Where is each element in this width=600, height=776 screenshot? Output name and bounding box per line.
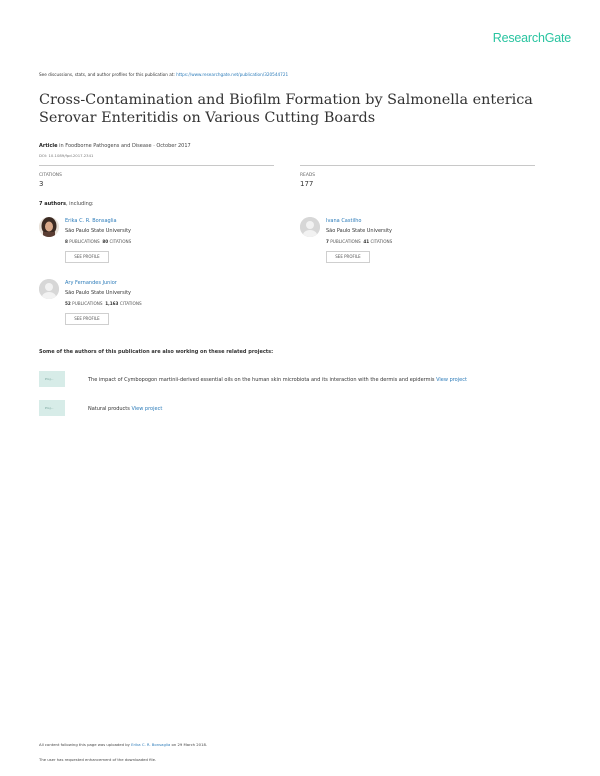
author-counts [326,239,392,244]
publications-label: PUBLICATIONS [330,239,361,244]
journal-link[interactable]: Foodborne Pathogens and Disease · October 2017 [65,143,191,149]
enhancement-note: The user has requested enhancement of the downloaded file. [39,757,157,762]
uploader-link[interactable]: Erika C. R. Bonsaglia [131,742,171,747]
project-thumbnail[interactable] [39,400,65,416]
author-institution: São Paulo State University [326,228,392,234]
citations-label: CITATIONS [370,239,393,244]
project-thumb-label: Proj... [45,406,54,410]
see-profile-button[interactable]: SEE PROFILE [65,313,109,325]
author-counts [65,239,131,244]
doi-text: DOI: 10.1089/fpd.2017.2341 [39,153,94,158]
default-avatar-icon [39,279,59,299]
author-name-link[interactable]: Ary Fernandes Junior [65,280,117,286]
author-institution: São Paulo State University [65,290,131,296]
project-item [39,400,559,418]
default-avatar-icon [300,217,320,237]
project-text [88,406,162,412]
publications-label: PUBLICATIONS [72,301,103,306]
project-title: The impact of Cymbopogon martinii-derived essential oils on the human skin microbiota and its interaction with the dermis and epidermis [88,377,435,383]
citations-value: 3 [39,180,44,188]
project-thumb-label: Proj... [45,377,54,381]
upload-note [39,742,207,747]
avatar[interactable] [300,217,320,237]
publications-count: 7 [326,239,329,244]
author-name-link[interactable]: Ivana Castilho [326,218,362,224]
citations-count: 1,163 [105,301,119,306]
avatar[interactable] [39,217,59,237]
meta-in: in [59,143,64,149]
project-thumbnail[interactable] [39,371,65,387]
project-item [39,371,559,389]
paper-title: Cross-Contamination and Biofilm Formation by Salmonella enterica Serovar Enteritidis on Various Cutting Boards [39,92,533,126]
publications-count: 52 [65,301,71,306]
author-card [39,217,239,267]
citations-divider [39,165,274,166]
author-counts [65,301,142,306]
reads-divider [300,165,535,166]
upload-prefix: All content following this page was uploaded by [39,742,130,747]
project-title: Natural products [88,406,130,412]
view-project-link[interactable]: View project [436,377,467,383]
see-profile-button[interactable]: SEE PROFILE [65,251,109,263]
upload-suffix: on 29 March 2018. [171,742,208,747]
citations-label: CITATIONS [119,301,142,306]
citations-count: 80 [102,239,109,244]
publications-label: PUBLICATIONS [69,239,100,244]
reads-label: READS [300,173,315,178]
source-line [39,72,288,77]
authors-count: 7 authors [39,201,66,207]
author-card [39,279,239,329]
citations-count: 41 [363,239,370,244]
citations-label: CITATIONS [39,173,62,178]
author-card [300,217,500,267]
article-type: Article [39,143,58,149]
avatar[interactable] [39,279,59,299]
project-text [88,377,467,383]
view-project-link[interactable]: View project [131,406,163,412]
author-photo-icon [39,217,59,237]
article-meta [39,143,191,149]
citations-label: CITATIONS [109,239,132,244]
authors-heading [39,201,94,207]
source-prefix: See discussions, stats, and author profiles for this publication at: [39,72,175,77]
publication-url-link[interactable]: https://www.researchgate.net/publication/320544721 [176,72,289,77]
related-projects-heading: Some of the authors of this publication are also working on these related projects: [39,349,274,355]
authors-suffix: , including: [65,201,94,207]
author-institution: São Paulo State University [65,228,131,234]
researchgate-logo[interactable]: ResearchGate [492,31,571,45]
publications-count: 8 [65,239,68,244]
author-name-link[interactable]: Erika C. R. Bonsaglia [65,218,117,224]
see-profile-button[interactable]: SEE PROFILE [326,251,370,263]
reads-value: 177 [300,180,314,188]
